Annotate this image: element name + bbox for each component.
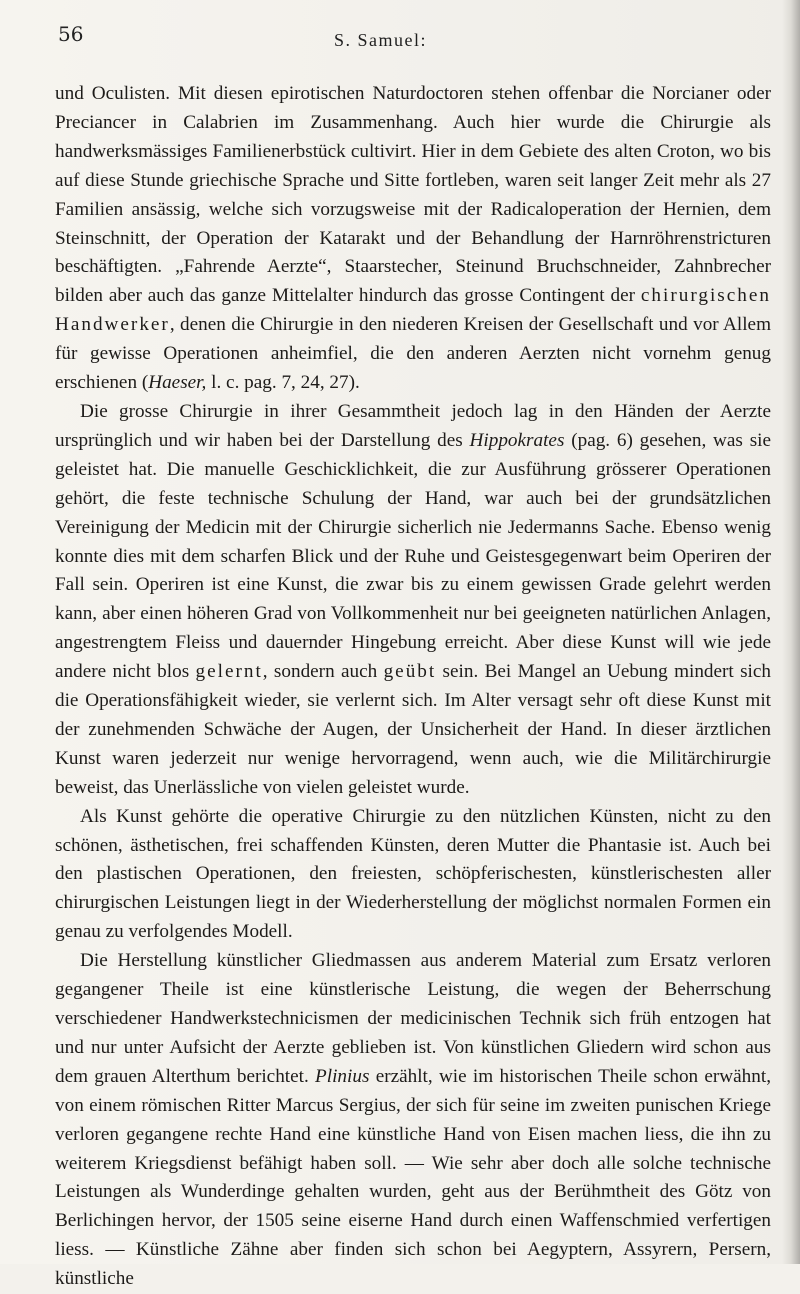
page-number: 56 <box>58 22 84 46</box>
paragraph-3 <box>55 803 771 948</box>
text-segment: und Oculisten. Mit diesen epirotischen Naturdoctoren stehen offenbar die Norcianer oder Preciancer in Calabrien im Zusammenhang. Auch hier wurde die Chirurgie als handwerksmässiges Familienerbstück cultivirt. Hier in dem Gebiete des alten Croton, wo bis auf diese Stunde griechische Sprache und Sitte fortleben, waren seit langer Zeit mehr als 27 Familien ansässig, welche sich vorzugsweise mit der Radicaloperation der Hernien, dem Steinschnitt, der Operation der Katarakt und der Behandlung der Harnröhrenstricturen beschäftigten. „Fahrende Aerzte“, Staarstecher, Steinund Bruchschneider, Zahnbrecher bilden aber auch das ganze Mittelalter hindurch das grosse Contingent der <box>55 83 771 307</box>
paragraph-2 <box>55 398 771 803</box>
text-segment: Die grosse Chirurgie in ihrer Gesammtheit jedoch lag in den Händen der Aerzte ursprünglich und wir haben bei der Darstellung des <box>55 400 771 451</box>
paragraph-1 <box>55 80 771 398</box>
text-segment: Als Kunst gehörte die operative Chirurgie zu den nützlichen Künsten, nicht zu den schönen, ästhetischen, frei schaffenden Künsten, deren Mutter die Phantasie ist. Auch bei den plastischen Operationen, den freiesten, schöpferischesten, künstlerischesten aller chirurgischen Leistungen liegt in der Wiederherstellung der möglichst normalen Formen ein genau zu verfolgendes Modell. <box>55 805 771 943</box>
text-segment: l. c. pag. 7, 24, 27). <box>206 372 360 394</box>
name-italic: Hippokrates <box>469 429 565 451</box>
body-text <box>55 80 771 1294</box>
citation-italic: Haeser, <box>148 372 207 394</box>
emphasis-spaced: geübt <box>383 661 437 683</box>
text-segment: sein. Bei Mangel an Uebung mindert sich die Operationsfähigkeit wieder, sie verlernt sich. Im Alter versagt sehr oft diese Kunst mit der zunehmenden Schwäche der Augen, der Unsicherheit der Hand. In dieser ärztlichen Kunst waren jederzeit nur wenige hervorragend, wenn auch, wie die Militärchirurgie beweist, das Unerlässliche von vielen geleistet wurde. <box>55 661 771 798</box>
page-edge-shadow <box>782 0 800 1264</box>
text-segment: (pag. 6) gesehen, was sie geleistet hat. Die manuelle Geschicklichkeit, die zur Ausführung grösserer Operationen gehört, die feste technische Schulung der Hand, war auch bei der grundsätzlichen Vereinigung der Medicin mit der Chirurgie sicherlich nie Jedermanns Sache. Ebenso wenig konnte dies mit dem scharfen Blick und der Ruhe und Geistesgegenwart beim Operiren der Fall sein. Operiren ist eine Kunst, die zwar bis zu einem gewissen Grade gelehrt werden kann, aber einen höheren Grad von Vollkommenheit nur bei geeigneten natürlichen Anlagen, angestrengtem Fleiss und dauernder Hingebung erreicht. Aber diese Kunst will wie jede andere nicht blos <box>55 429 772 683</box>
text-segment: , denen die Chirurgie in den niederen Kreisen der Gesellschaft und vor Allem für gewisse Operationen anheimfiel, die den anderen Aerzten nicht vornehm genug erschienen ( <box>55 314 771 394</box>
emphasis-spaced: chirurgischen Handwerker <box>55 285 771 336</box>
emphasis-spaced: gelernt <box>195 661 263 683</box>
name-italic: Plinius <box>315 1065 370 1087</box>
text-segment: erzählt, wie im historischen Theile schon erwähnt, von einem römischen Ritter Marcus Sergius, der sich für seine im zweiten punischen Kriege verloren gegangene rechte Hand eine künstliche Hand von Eisen machen liess, die ihn zu weiterem Kriegsdienst befähigt haben soll. — Wie sehr aber doch alle solche technische Leistungen als Wunderdinge gehalten wurden, geht aus der Berühmtheit des Götz von Berlichingen hervor, der 1505 seine eiserne Hand durch einen Waffenschmied verfertigen liess. — Künstliche Zähne aber finden sich schon bei Aegyptern, Assyrern, Persern, künstliche <box>55 1065 771 1290</box>
text-segment: , sondern auch <box>262 661 384 683</box>
running-head: S. Samuel: <box>334 30 428 50</box>
paragraph-4 <box>55 947 771 1294</box>
text-segment: Die Herstellung künstlicher Gliedmassen aus anderem Material zum Ersatz verloren gegangener Theile ist eine künstlerische Leistung, die wegen der Beherrschung verschiedener Handwerkstechnicismen der medicinischen Technik sich früh entzogen hat und nur unter Aufsicht der Aerzte geblieben ist. Von künstlichen Gliedern wird schon aus dem grauen Alterthum berichtet. <box>55 950 771 1087</box>
